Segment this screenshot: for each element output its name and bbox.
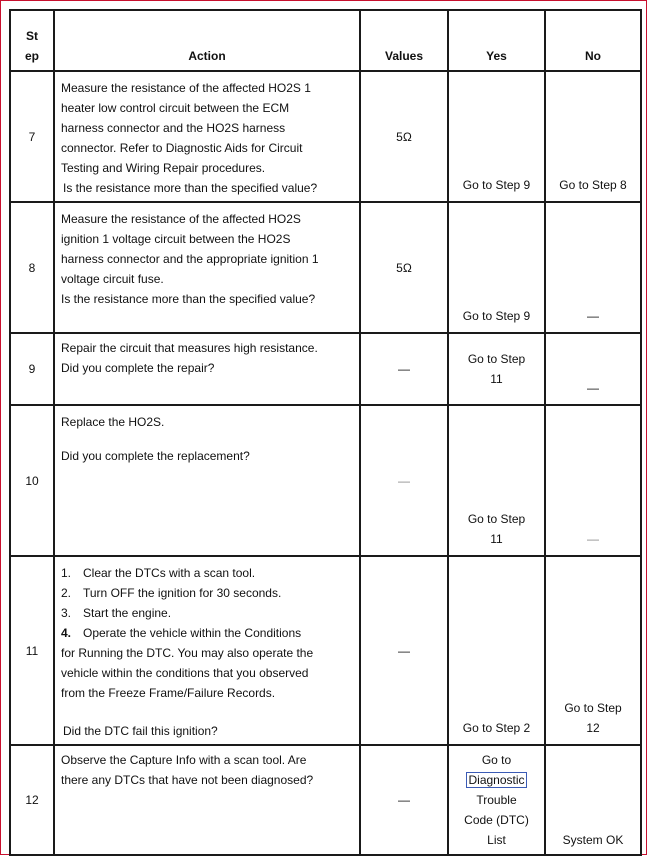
yes-cell: Go to Step 11 [448, 405, 545, 556]
action-cell: Replace the HO2S. Did you complete the replacement? [54, 405, 360, 556]
table-row [10, 556, 641, 745]
header-yes: Yes [448, 10, 545, 71]
no-cell: — [545, 202, 641, 333]
question: Did the DTC fail this ignition? [63, 724, 218, 738]
value-cell: — [360, 745, 448, 855]
step-number: 8 [10, 202, 54, 333]
no-cell: — [545, 405, 641, 556]
table-row [10, 333, 641, 405]
table-row [10, 71, 641, 202]
value-cell: — [360, 333, 448, 405]
no-cell: Go to Step 8 [545, 71, 641, 202]
question: Is the resistance more than the specified value? [61, 292, 316, 306]
action-cell: Observe the Capture Info with a scan tool. Are there any DTCs that have not been diagnosed? [54, 745, 360, 855]
value-cell: — [360, 405, 448, 556]
table-row [10, 202, 641, 333]
action-cell: Measure the resistance of the affected HO2S ignition 1 voltage circuit between the HO2S harness connector and the appropriate ignition 1 voltage circuit fuse. Is the resistance more than the specified value? [54, 202, 360, 333]
yes-cell: Go to Diagnostic Trouble Code (DTC) List [448, 745, 545, 855]
yes-cell: Go to Step 9 [448, 71, 545, 202]
table-row [10, 745, 641, 855]
diagnostic-table [9, 9, 642, 856]
value-cell: 5Ω [360, 71, 448, 202]
diagnostic-link[interactable]: Diagnostic [468, 773, 525, 787]
header-values: Values [360, 10, 448, 71]
yes-cell: Go to Step 11 [448, 333, 545, 405]
value-cell: — [360, 556, 448, 745]
table-row [10, 405, 641, 556]
step-number: 12 [10, 745, 54, 855]
no-cell: System OK [545, 745, 641, 855]
action-cell: Repair the circuit that measures high resistance. Did you complete the repair? [54, 333, 360, 405]
header-row [10, 10, 641, 71]
header-step: St ep [10, 10, 54, 71]
question: Is the resistance more than the specified value? [63, 181, 318, 195]
action-cell: Measure the resistance of the affected HO2S 1 heater low control circuit between the ECM harness connector and the HO2S harness connector. Refer to Diagnostic Aids for Circuit Testing and Wiring Repair procedures. Is the resistance more than the specified value? [54, 71, 360, 202]
question: Did you complete the replacement? [61, 449, 250, 463]
step-number: 11 [10, 556, 54, 745]
step-number: 9 [10, 333, 54, 405]
no-cell: Go to Step 12 [545, 556, 641, 745]
step-number: 10 [10, 405, 54, 556]
list-item: 1. Clear the DTCs with a scan tool. [61, 566, 256, 580]
action-cell: 1. Clear the DTCs with a scan tool. 2. Turn OFF the ignition for 30 seconds. 3. Start the engine. 4. Operate the vehicle within the Conditions for Running the DTC. You may also operate the vehicle within the conditions that you observed from the Freeze Frame/Failure Records. Did the DTC fail this ignition? [54, 556, 360, 745]
header-action: Action [54, 10, 360, 71]
list-item: 4. Operate the vehicle within the Conditions [61, 626, 302, 640]
list-item: 2. Turn OFF the ignition for 30 seconds. [61, 586, 282, 600]
question: Did you complete the repair? [61, 361, 215, 375]
header-no: No [545, 10, 641, 71]
yes-cell: Go to Step 9 [448, 202, 545, 333]
yes-cell: Go to Step 2 [448, 556, 545, 745]
value-cell: 5Ω [360, 202, 448, 333]
list-item: 3. Start the engine. [61, 606, 172, 620]
no-cell: — [545, 333, 641, 405]
step-number: 7 [10, 71, 54, 202]
